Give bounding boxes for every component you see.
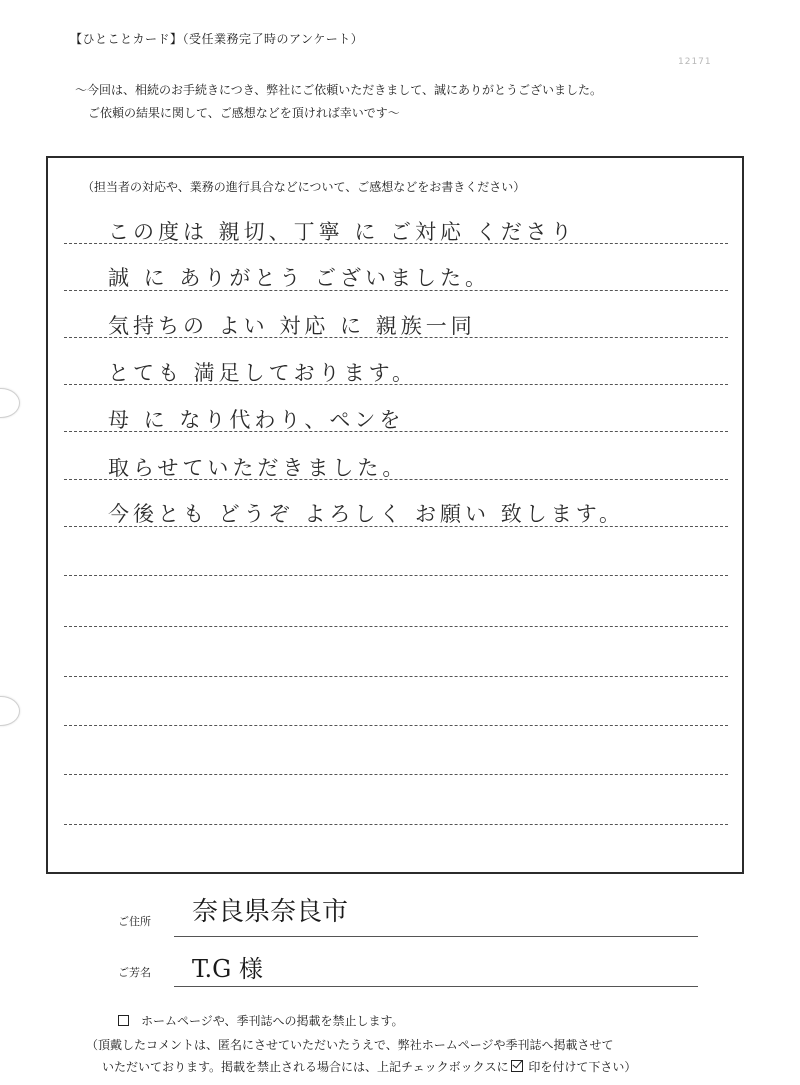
writing-line	[64, 575, 728, 576]
footnote-line-2	[102, 1058, 636, 1075]
card-title: 【ひとことカード】（受任業務完了時のアンケート）	[70, 32, 364, 46]
punch-hole	[0, 388, 20, 418]
address-underline	[174, 936, 698, 937]
handwritten-line: 誠 に ありがとう ございました。	[108, 266, 491, 290]
handwritten-line: とても 満足しております。	[108, 361, 417, 385]
checkbox-icon[interactable]	[118, 1015, 129, 1026]
intro-line-1: ～今回は、相続のお手続きにつき、弊社にご依頼いただきまして、誠にありがとうございました。	[75, 83, 603, 97]
writing-line	[64, 774, 728, 775]
checkmark-icon	[511, 1060, 523, 1072]
handwritten-line: この度は 親切、丁寧 に ご対応 くださり	[108, 220, 576, 244]
comment-prompt: （担当者の対応や、業務の進行具合などについて、ご感想などをお書きください）	[82, 180, 526, 194]
writing-line	[64, 290, 728, 291]
writing-line	[64, 431, 728, 432]
name-underline	[174, 986, 698, 987]
handwritten-line: 取らせていただきました。	[108, 456, 408, 480]
punch-hole	[0, 696, 20, 726]
footnote-line-1: （頂戴したコメントは、匿名にさせていただいたうえで、弊社ホームページや季刊誌へ掲載させて	[86, 1038, 614, 1052]
writing-line	[64, 479, 728, 480]
address-value: 奈良県奈良市	[192, 897, 349, 927]
name-value: T.G 様	[192, 955, 263, 983]
writing-line	[64, 384, 728, 385]
writing-line	[64, 626, 728, 627]
footnote-text-before: いただいております。掲載を禁止される場合には、上記チェックボックスに	[102, 1060, 509, 1074]
handwritten-line: 気持ちの よい 対応 に 親族一同	[108, 314, 476, 338]
handwritten-line: 母 に なり代わり、ペンを	[108, 408, 405, 432]
writing-line	[64, 725, 728, 726]
writing-line	[64, 243, 728, 244]
document-stamp: 12171	[678, 57, 712, 67]
address-label: ご住所	[118, 915, 151, 928]
checkbox-label: ホームページや、季刊誌への掲載を禁止します。	[141, 1014, 404, 1028]
writing-line	[64, 337, 728, 338]
writing-line	[64, 526, 728, 527]
writing-line	[64, 676, 728, 677]
intro-line-2: ご依頼の結果に関して、ご感想などを頂ければ幸いです～	[88, 106, 400, 120]
footnote-text-after: 印を付けて下さい）	[524, 1060, 637, 1074]
name-label: ご芳名	[118, 966, 151, 979]
handwritten-line: 今後とも どうぞ よろしく お願い 致します。	[108, 502, 625, 526]
publish-opt-out[interactable]	[118, 1012, 404, 1029]
writing-line	[64, 824, 728, 825]
